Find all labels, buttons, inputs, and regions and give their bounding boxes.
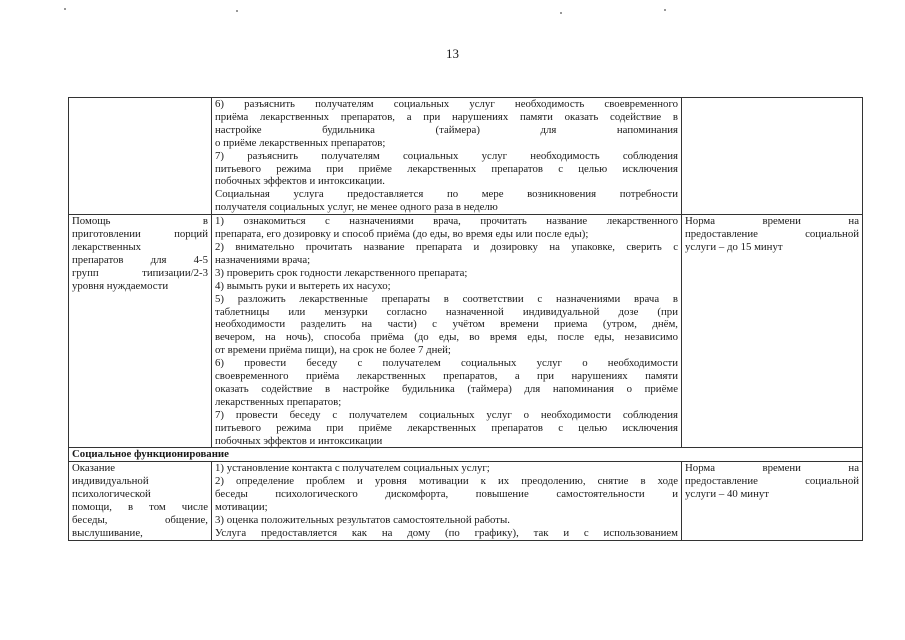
text-line: Норма времени на xyxy=(685,215,859,228)
service-name-cell xyxy=(69,215,212,448)
text-line: вечером, на ночь), способа приёма (до еды, во время еды, после еды, независимо xyxy=(215,331,678,344)
text-line: приготовлении порций xyxy=(72,228,208,241)
section-title: Социальное функционирование xyxy=(69,448,863,462)
text-line: 4) вымыть руки и вытереть их насухо; xyxy=(215,279,391,292)
text-line: 1) установление контакта с получателем социальных услуг; xyxy=(215,462,490,475)
text-line: питьевого режима при приёме лекарственных препаратов с целью исключения xyxy=(215,162,678,175)
text-line: помощи, в том числе xyxy=(72,501,208,514)
text-line: уровня нуждаемости xyxy=(72,279,169,292)
text-line: оказать содействие в настройке будильника (таймера) для напоминания о приёме xyxy=(215,382,678,395)
service-description-cell xyxy=(212,215,682,448)
text-line: питьевого режима при приёме лекарственных препаратов с целью исключения xyxy=(215,421,678,434)
service-norm-cell xyxy=(682,215,863,448)
text-line: настройке будильника (таймера) для напоминания xyxy=(215,123,678,136)
service-name-cell xyxy=(69,98,212,215)
text-line: лекарственных xyxy=(72,240,141,253)
text-line: выслушивание, xyxy=(72,526,143,539)
text-line: мотивации; xyxy=(215,501,268,514)
service-norm-cell xyxy=(682,98,863,215)
text-line: предоставление социальной xyxy=(685,228,859,241)
text-line: Оказание xyxy=(72,462,116,475)
text-line: своевременного приёма лекарственных препаратов, а при нарушениях памяти xyxy=(215,370,678,383)
service-description-cell xyxy=(212,98,682,215)
page-number: 13 xyxy=(446,46,459,61)
text-line: 1) ознакомиться с назначениями врача, прочитать название лекарственного xyxy=(215,215,678,228)
table-row xyxy=(69,98,863,215)
table-row xyxy=(69,462,863,540)
text-line: приёма лекарственных препаратов, а при нарушениях памяти оказать содействие в xyxy=(215,110,678,123)
services-table xyxy=(68,97,863,541)
text-line: беседы психологического дискомфорта, повышение самостоятельности и xyxy=(215,488,678,501)
text-line: побочных эффектов и интоксикации. xyxy=(215,175,385,188)
text-line: психологической xyxy=(72,488,151,501)
text-line: 7) разъяснить получателям социальных услуг необходимость соблюдения xyxy=(215,149,678,162)
table-row xyxy=(69,215,863,448)
text-line: беседы, общение, xyxy=(72,514,208,526)
text-line: Услуга предоставляется как на дому (по графику), так и с использованием xyxy=(215,526,678,539)
text-line: предоставление социальной xyxy=(685,475,859,488)
text-line: 2) внимательно прочитать название препарата и дозировку на упаковке, сверить с xyxy=(215,240,678,253)
text-line: о приёме лекарственных препаратов; xyxy=(215,136,386,149)
text-line: Норма времени на xyxy=(685,462,859,475)
text-line: 3) проверить срок годности лекарственного препарата; xyxy=(215,266,468,279)
service-norm-cell xyxy=(682,462,863,540)
text-line: назначениями врача; xyxy=(215,253,311,266)
text-line: лекарственных препаратов; xyxy=(215,395,342,408)
text-line: услуги – до 15 минут xyxy=(685,240,783,253)
text-line: Социальная услуга предоставляется по мере возникновения потребности xyxy=(215,188,678,201)
text-line: 5) разложить лекарственные препараты в соответствии с назначениями врача в xyxy=(215,292,678,305)
text-line: получателя социальных услуг, не менее одного раза в неделю xyxy=(215,201,498,214)
text-line: 7) провести беседу с получателем социальных услуг о необходимости соблюдения xyxy=(215,408,678,421)
text-line: Помощь в xyxy=(72,215,208,228)
text-line: услуги – 40 минут xyxy=(685,488,769,501)
text-line: препаратов для 4-5 xyxy=(72,253,208,266)
scan-speck xyxy=(664,9,666,11)
service-name-cell xyxy=(69,462,212,540)
scan-speck xyxy=(64,8,66,10)
section-row xyxy=(69,448,863,462)
text-line: 2) определение проблем и уровня мотивации к их преодолению, снятие в ходе xyxy=(215,475,678,488)
text-line: индивидуальной xyxy=(72,475,149,488)
text-line: групп типизации/2-3 xyxy=(72,266,208,279)
service-description-cell xyxy=(212,462,682,540)
text-line: необходимости разделить на части) с учётом времени приема (утром, днём, xyxy=(215,318,678,331)
text-line: таблетницы или мензурки согласно назначенной индивидуальной дозе (при xyxy=(215,305,678,318)
text-line: от времени приёма пищи), на срок не более 7 дней; xyxy=(215,344,451,357)
text-line: 3) оценка положительных результатов самостоятельной работы. xyxy=(215,514,510,526)
text-line: 6) разъяснить получателям социальных услуг необходимость своевременного xyxy=(215,98,678,110)
text-line: препарата, его дозировку и способ приёма (до еды, во время еды или после еды); xyxy=(215,228,589,241)
text-line: побочных эффектов и интоксикации xyxy=(215,434,383,447)
text-line: 6) провести беседу с получателем социальных услуг о необходимости xyxy=(215,357,678,370)
scan-speck xyxy=(236,10,238,12)
scan-speck xyxy=(560,12,562,14)
